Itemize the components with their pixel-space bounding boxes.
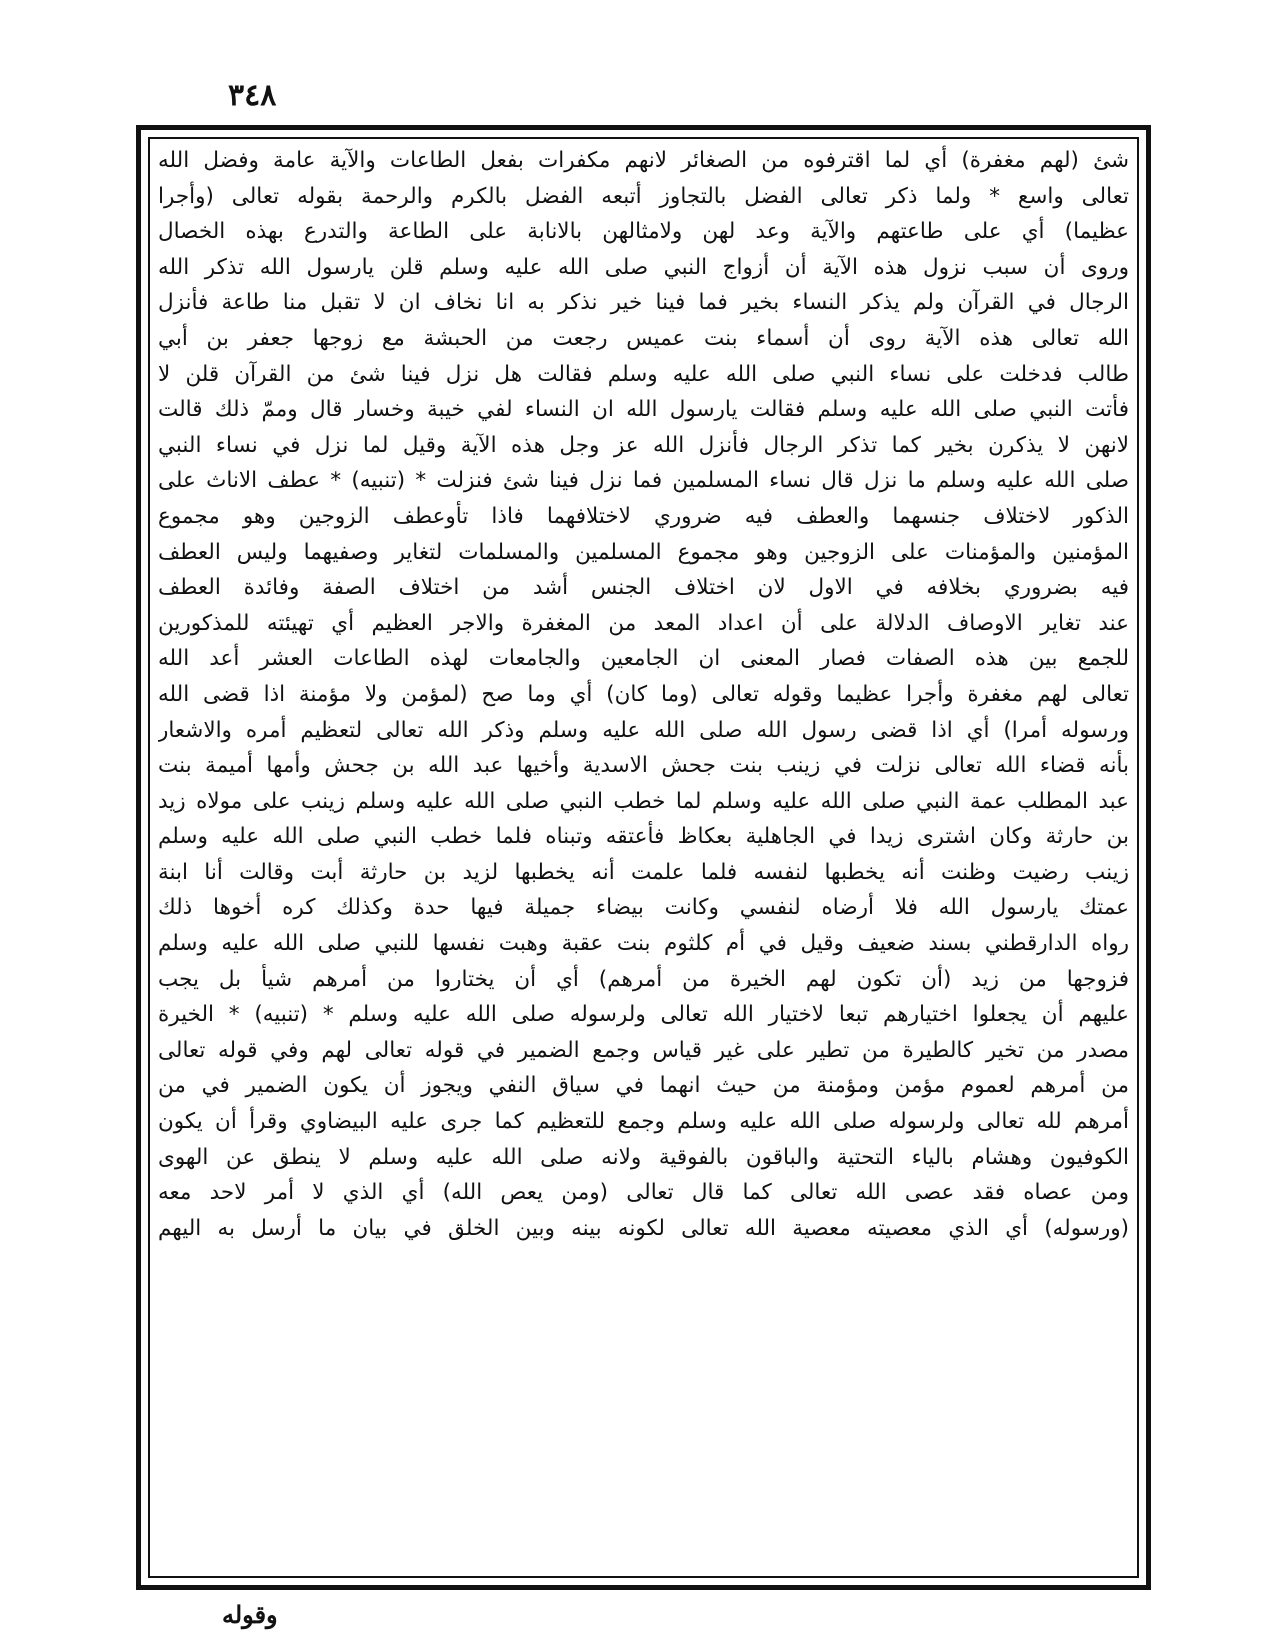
text-line: ومن عصاه فقد عصى الله تعالى كما قال تعالى (ومن يعص الله) أي الذي لا أمر لاحد معه — [158, 1180, 1129, 1206]
text-line: الرجال في القرآن ولم يذكر النساء بخير فما فينا خير نذكر به انا نخاف ان لا تقبل منا طاعة فأنزل — [158, 290, 1129, 316]
text-line: من أمرهم لعموم مؤمن ومؤمنة من حيث انهما في سياق النفي ويجوز أن يكون الضمير في من — [158, 1073, 1129, 1099]
text-line: تعالى واسع * ولما ذكر تعالى الفضل بالتجاوز أتبعه الفضل بالكرم والرحمة بقوله تعالى (وأجرا — [158, 183, 1129, 209]
text-line: فأتت النبي صلى الله عليه وسلم فقالت يارسول الله ان النساء لفي خيبة وخسار قال وممّ ذلك قالت — [158, 397, 1129, 423]
text-line: للجمع بين هذه الصفات فصار المعنى ان الجامعين والجامعات لهذه الطاعات العشر أعد الله — [158, 646, 1129, 672]
text-line: عظيما) أي على طاعتهم والآية وعد لهن ولامثالهن بالانابة على الطاعة والتدرع بهذه الخصال — [158, 219, 1129, 245]
text-line: بأنه قضاء الله تعالى نزلت في زينب بنت جحش الاسدية وأخيها عبد الله بن جحش وأمها أميمة بنت — [158, 753, 1129, 779]
text-line: وروى أن سبب نزول هذه الآية أن أزواج النبي صلى الله عليه وسلم قلن يارسول الله تذكر الله — [158, 254, 1129, 280]
text-line: صلى الله عليه وسلم ما نزل قال نساء المسلمين فما نزل فينا شئ فنزلت * (تنبيه) * عطف الاناث على — [158, 468, 1129, 494]
text-line: أمرهم لله تعالى ولرسوله صلى الله عليه وسلم وجمع للتعظيم كما جرى عليه البيضاوي وقرأ أن يكون — [158, 1109, 1129, 1135]
text-line: مصدر من تخير كالطيرة من تطير على غير قياس وجمع الضمير في قوله تعالى لهم وفي قوله تعالى — [158, 1037, 1129, 1063]
text-line: زينب رضيت وظنت أنه يخطبها لنفسه فلما علمت أنه يخطبها لزيد بن حارثة أبت وقالت أنا ابنة — [158, 859, 1129, 885]
text-line: طالب فدخلت على نساء النبي صلى الله عليه وسلم فقالت هل نزل فينا شئ من القرآن قلن لا — [158, 361, 1129, 387]
text-line: فيه بضروري بخلافه في الاول لان اختلاف الجنس أشد من اختلاف الصفة وفائدة العطف — [158, 575, 1129, 601]
text-line: المؤمنين والمؤمنات على الزوجين وهو مجموع المسلمين والمسلمات لتغاير وصفيهما وليس العطف — [158, 539, 1129, 565]
text-line: الكوفيون وهشام بالياء التحتية والباقون بالفوقية ولانه صلى الله عليه وسلم لا ينطق عن الهوى — [158, 1144, 1129, 1170]
text-line: تعالى لهم مغفرة وأجرا عظيما وقوله تعالى (وما كان) أي وما صح (لمؤمن ولا مؤمنة اذا قضى الله — [158, 681, 1129, 707]
text-line: ورسوله أمرا) أي اذا قضى رسول الله صلى الله عليه وسلم وذكر الله تعالى لتعظيم أمره والاشعار — [158, 717, 1129, 743]
text-line: عليهم أن يجعلوا اختيارهم تبعا لاختيار الله تعالى ولرسوله صلى الله عليه وسلم * (تنبيه) * الخيرة — [158, 1002, 1129, 1028]
text-line: لانهن لا يذكرن بخير كما تذكر الرجال فأنزل الله عز وجل هذه الآية وقيل لما نزل في نساء النبي — [158, 432, 1129, 458]
text-line: الذكور لاختلاف جنسهما والعطف فيه ضروري لاختلافهما فاذا تأوعطف الزوجين وهو مجموع — [158, 503, 1129, 529]
main-text-block — [152, 143, 1135, 1568]
text-line: بن حارثة وكان اشترى زيدا في الجاهلية بعكاظ فأعتقه وتبناه فلما خطب النبي صلى الله عليه وسلم — [158, 824, 1129, 850]
catchword: وقوله — [222, 1600, 278, 1629]
text-line: عمتك يارسول الله فلا أرضاه لنفسي وكانت بيضاء جميلة فيها حدة وكذلك كره أخوها ذلك — [158, 895, 1129, 921]
text-line: فزوجها من زيد (أن تكون لهم الخيرة من أمرهم) أي أن يختاروا من أمرهم شيأ بل يجب — [158, 966, 1129, 992]
text-line: عبد المطلب عمة النبي صلى الله عليه وسلم لما خطب النبي صلى الله عليه وسلم زينب على مولاه زيد — [158, 788, 1129, 814]
text-line: (ورسوله) أي الذي معصيته معصية الله تعالى لكونه بينه وبين الخلق في بيان ما أرسل به اليهم — [158, 1215, 1129, 1241]
text-line: شئ (لهم مغفرة) أي لما اقترفوه من الصغائر لانهم مكفرات بفعل الطاعات والآية عامة وفضل الله — [158, 148, 1129, 173]
text-line: عند تغاير الاوصاف الدلالة على أن اعداد المعد من المغفرة والاجر العظيم أي تهيئته للمذكورين — [158, 610, 1129, 636]
text-line: رواه الدارقطني بسند ضعيف وقيل في أم كلثوم بنت عقبة وهبت نفسها للنبي صلى الله عليه وسلم — [158, 931, 1129, 957]
page-number: ٣٤٨ — [228, 78, 277, 113]
text-line: الله تعالى هذه الآية روى أن أسماء بنت عميس رجعت من الحبشة مع زوجها جعفر بن أبي — [158, 325, 1129, 351]
